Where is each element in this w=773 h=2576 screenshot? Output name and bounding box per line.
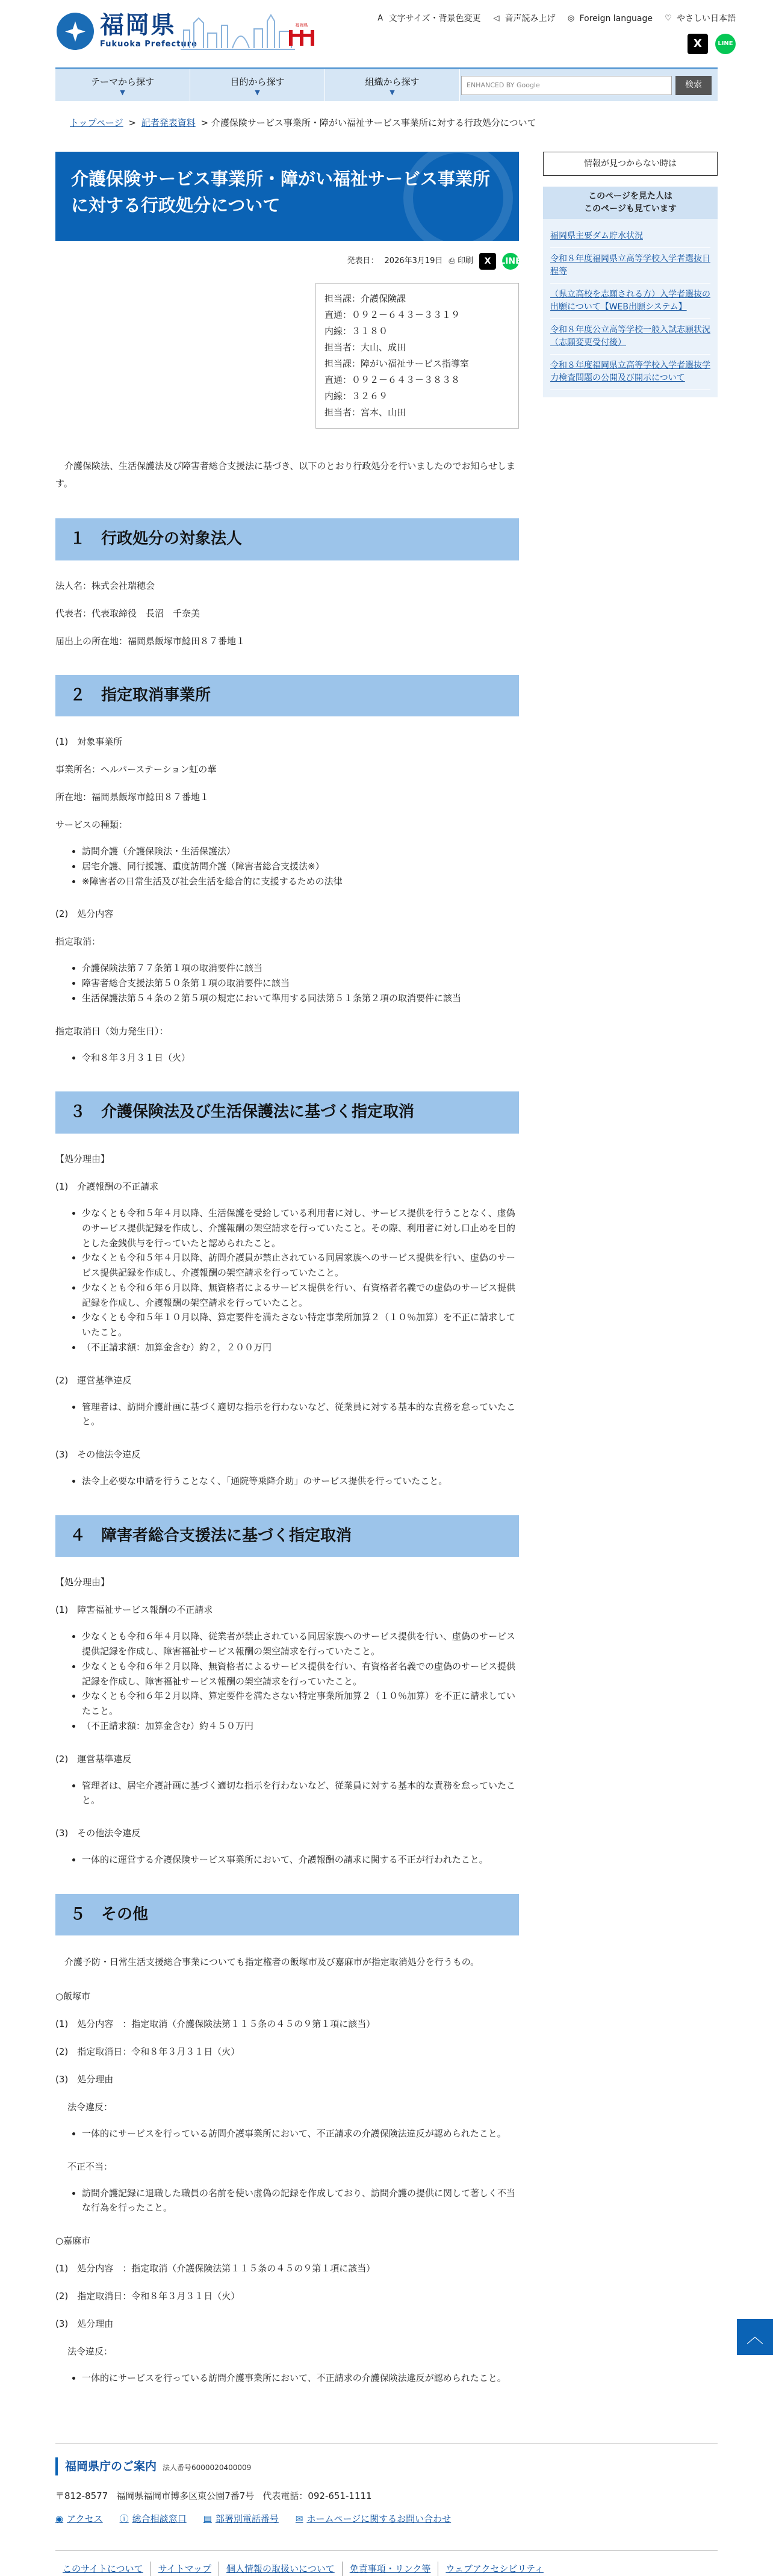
access-label: アクセス — [67, 2513, 103, 2525]
inquiry-label: ホームページに関するお問い合わせ — [306, 2513, 452, 2525]
city-detail: (2) 指定取消日：令和８年３月３１日（火） — [55, 2046, 240, 2057]
corp-address: 届出上の所在地：福岡県飯塚市鯰田８７番地１ — [55, 635, 246, 647]
subheading: (2) 処分内容 — [55, 908, 114, 920]
list-item: • 一体的にサービスを行っている訪問介護事業所において、不正請求の介護保険法違反が認められたこと。 — [82, 2371, 519, 2386]
global-nav — [55, 67, 718, 101]
section-heading: ２ 指定取消事業所 — [55, 675, 519, 717]
subheading: (1) 障害福祉サービス報酬の不正請求 — [55, 1604, 213, 1616]
footer-links — [55, 2512, 718, 2526]
easy-japanese-link[interactable] — [663, 12, 736, 25]
disclaimer-link[interactable]: 免責事項・リンク等 — [343, 2562, 439, 2576]
reason-list — [82, 1852, 519, 1867]
nav-organization-label: 組織から探す — [365, 76, 420, 87]
nav-theme-label: テーマから探す — [90, 76, 154, 87]
reason-list — [82, 1629, 519, 1733]
text-size-icon: A — [377, 14, 383, 23]
list-item: • 障害者総合支援法第５０条第１項の取消要件に該当 — [82, 976, 519, 991]
subheading: (3) その他法令違反 — [55, 1828, 141, 1839]
info-icon: ⓘ — [119, 2513, 129, 2525]
logo-name-en: Fukuoka Prefecture — [100, 40, 197, 49]
city-detail: (3) 処分理由 — [55, 2318, 114, 2330]
nav-theme[interactable] — [55, 69, 190, 101]
print-button[interactable]: ⎙ 印刷 — [449, 256, 473, 265]
main-content — [55, 152, 519, 2386]
contact-line: 担当課：障がい福祉サービス指導室 — [324, 358, 470, 369]
cancel-list — [82, 961, 519, 1005]
list-item: • （不正請求額：加算金含む）約４５０万円 — [82, 1719, 519, 1734]
consultation-link[interactable] — [120, 2512, 187, 2526]
nav-purpose-label: 目的から探す — [230, 76, 285, 87]
subheading: (1) 介護報酬の不正請求 — [55, 1181, 159, 1193]
consultation-label: 総合相談窓口 — [132, 2513, 187, 2525]
about-site-link[interactable]: このサイトについて — [55, 2562, 151, 2576]
inquiry-link[interactable] — [296, 2512, 451, 2526]
footer-bottom-links — [55, 2550, 718, 2576]
list-item: • 少なくとも令和６年２月以降、無資格者によるサービス提供を行い、有資格者名義での虚偽のサービス提供記録を作成し、障害福祉サービス報酬の架空請求を行っていたこと。 — [82, 1659, 519, 1689]
related-link[interactable]: 令和８年度公立高等学校一般入試志願状況（志願変更受付後） — [550, 325, 710, 348]
corp-representative: 代表者：代表取締役 長沼 千奈美 — [55, 607, 200, 619]
related-link[interactable]: 福岡県主要ダム貯水状況 — [550, 231, 643, 241]
skyline-illustration-icon — [181, 12, 295, 51]
list-item: • 少なくとも令和６年４月以降、従業者が禁止されている同居家族へのサービス提供を行い、虚偽のサービス提供記録を作成し、障害福祉サービス報酬の架空請求を行っていたこと。 — [82, 1629, 519, 1659]
publish-date: 2026年3月19日 — [384, 256, 443, 265]
law-list — [82, 2126, 519, 2141]
unfair-list — [82, 2186, 519, 2216]
section-heading: ３ 介護保険法及び生活保護法に基づく指定取消 — [55, 1091, 519, 1134]
city-name: ○嘉麻市 — [55, 2235, 91, 2247]
reason-list — [82, 1400, 519, 1430]
city-detail: (1) 処分内容 ：指定取消（介護保険法第１１５条の４５の９第１項に該当） — [55, 2018, 376, 2029]
list-item: • 一体的に運営する介護保険サービス事業所において、介護報酬の請求に関する不正が行われたこと。 — [82, 1852, 519, 1867]
reason-label: 【処分理由】 — [55, 1577, 110, 1588]
text-size-label: 文字サイズ・背景色変更 — [388, 14, 481, 23]
list-item: • 管理者は、居宅介護計画に基づく適切な指示を行わないなど、従業員に対する基本的な責務を怠っていたこと。 — [82, 1778, 519, 1808]
related-pages-title — [543, 187, 718, 219]
chevron-down-icon: ▼ — [120, 88, 125, 96]
corp-name: 法人名：株式会社瑞穂会 — [55, 580, 155, 591]
law-list — [82, 2371, 519, 2386]
contact-line: 内線：３２６９ — [324, 391, 388, 402]
phone-directory-link[interactable] — [203, 2512, 279, 2526]
page-meta — [55, 253, 519, 270]
mail-icon: ✉ — [295, 2513, 303, 2525]
line-share-icon[interactable]: LINE — [502, 253, 519, 270]
list-item: • 居宅介護、同行援護、重度訪問介護（障害者総合支援法※） — [82, 859, 519, 874]
globe-icon: ◎ — [567, 14, 575, 23]
chevron-down-icon: ▼ — [255, 88, 260, 96]
lead-text: 介護保険法、生活保護法及び障害者総合支援法に基づき、以下のとおり行政処分を行いましたのでお知らせします。 — [55, 461, 515, 489]
access-link[interactable] — [55, 2512, 103, 2526]
list-item: • 少なくとも令和５年４月以降、生活保護を受給している利用者に対し、サービス提供を行うことなく、虚偽のサービス提供記録を作成し、介護報酬の架空請求を行っていたこと。その際、利用者に対し口止めを目的とした金銭供与を行っていたと認められたこと。 — [82, 1206, 519, 1250]
list-item: • 少なくとも令和６年６月以降、無資格者によるサービス提供を行い、有資格者名義での虚偽のサービス提供記録を作成し、介護報酬の架空請求を行っていたこと。 — [82, 1280, 519, 1311]
list-item: • （不正請求額：加算金含む）約２，２００万円 — [82, 1340, 519, 1355]
contact-line: 直通：０９２－６４３－３３１９ — [324, 309, 461, 320]
office-name: 事業所名：ヘルパーステーション虹の華 — [55, 764, 217, 775]
not-found-button[interactable]: 情報が見つからない時は — [543, 152, 718, 176]
city-detail: (1) 処分内容 ：指定取消（介護保険法第１１５条の４５の９第１項に該当） — [55, 2263, 376, 2274]
footer-title — [55, 2457, 718, 2475]
x-icon[interactable]: X — [688, 34, 708, 54]
page-title: 介護保険サービス事業所・障がい福祉サービス事業所に対する行政処分について — [55, 152, 519, 241]
related-title-line: このページを見た人は — [588, 191, 672, 202]
x-share-icon[interactable]: X — [479, 253, 496, 270]
city-detail: (2) 指定取消日：令和８年３月３１日（火） — [55, 2291, 240, 2302]
sitemap-link[interactable]: サイトマップ — [151, 2562, 219, 2576]
service-label: サービスの種類： — [55, 819, 128, 831]
voice-label: 音声読み上げ — [504, 14, 556, 23]
cancel-label: 指定取消： — [55, 936, 101, 948]
foreign-language-link[interactable] — [567, 12, 653, 25]
reason-list — [82, 1474, 519, 1489]
service-list — [82, 844, 519, 889]
nav-organization[interactable] — [325, 69, 460, 101]
section-heading: １ 行政処分の対象法人 — [55, 518, 519, 560]
privacy-link[interactable]: 個人情報の取扱いについて — [219, 2562, 343, 2576]
subheading: (2) 運営基準違反 — [55, 1374, 132, 1386]
svg-text:福岡県: 福岡県 — [295, 23, 308, 28]
breadcrumb: トップページ > 記者発表資料 > 介護保険サービス事業所・障がい福祉サービス事業所に対する行政処分について — [70, 117, 536, 128]
address: 福岡県福岡市博多区東公園7番7号 — [116, 2491, 255, 2502]
office-address: 所在地：福岡県飯塚市鯰田８７番地１ — [55, 792, 210, 803]
phone-directory-label: 部署別電話番号 — [215, 2513, 279, 2525]
speaker-icon: ◁ — [493, 14, 500, 23]
print-label: 印刷 — [457, 256, 473, 265]
list-item: • 少なくとも令和５年１０月以降、算定要件を満たさない特定事業所加算２（１０％加算）を不正に請求していたこと。 — [82, 1310, 519, 1340]
site-logo[interactable] — [57, 12, 197, 51]
heart-icon: ♡ — [665, 14, 672, 23]
cancel-date-list — [82, 1051, 519, 1066]
contact-line: 直通：０９２－６４３－３８３８ — [324, 374, 461, 385]
easy-japanese-label: やさしい日本語 — [677, 14, 736, 23]
breadcrumb-press[interactable]: 記者発表資料 — [141, 117, 196, 128]
list-item: • 生活保護法第５４条の２第５項の規定において準用する同法第５１条第２項の取消要件に該当 — [82, 991, 519, 1006]
site-search — [460, 69, 718, 101]
site-header — [0, 0, 773, 60]
city-detail: (3) 処分理由 — [55, 2073, 114, 2085]
pin-icon: ◉ — [55, 2513, 64, 2525]
footer-name: 福岡県庁のご案内 — [65, 2459, 157, 2473]
breadcrumb-top[interactable]: トップページ — [70, 117, 123, 128]
cancel-date-label: 指定取消日（効力発生日）： — [55, 1025, 169, 1037]
subheading: (3) その他法令違反 — [55, 1449, 141, 1460]
footer-address — [55, 2489, 718, 2503]
foreign-language-label: Foreign language — [579, 14, 653, 23]
list-item: • 少なくとも令和５年４月以降、訪問介護員が禁止されている同居家族へのサービス提供を行い、虚偽のサービス提供記録を作成し、介護報酬の架空請求を行っていたこと。 — [82, 1250, 519, 1280]
contact-box — [315, 283, 519, 429]
phone: 代表電話：092-651-1111 — [262, 2491, 372, 2502]
site-footer — [55, 2444, 718, 2576]
line-icon[interactable]: LINE — [715, 34, 736, 54]
logo-name-jp: 福岡県 — [100, 11, 176, 39]
subheading: (1) 対象事業所 — [55, 736, 123, 748]
law-label: 法令違反： — [67, 2101, 113, 2112]
list-item: • 訪問介護（介護保険法・生活保護法） — [82, 844, 519, 859]
utility-links — [376, 12, 736, 25]
list-item: • 介護保険法第７７条第１項の取消要件に該当 — [82, 961, 519, 976]
sidebar — [543, 152, 718, 2386]
contact-line: 担当課：介護保険課 — [324, 293, 406, 304]
fukuoka-mark-icon — [284, 18, 319, 48]
contact-line: 担当者：宮本、山田 — [324, 407, 406, 418]
list-item: • 令和８年３月３１日（火） — [82, 1051, 519, 1066]
voice-link[interactable] — [492, 12, 556, 25]
list-item: • 一体的にサービスを行っている訪問介護事業所において、不正請求の介護保険法違反が認められたこと。 — [82, 2126, 519, 2141]
list-item: • 法令上必要な申請を行うことなく、「通院等乗降介助」のサービス提供を行っていたこと。 — [82, 1474, 519, 1489]
list-item: • 管理者は、訪問介護計画に基づく適切な指示を行わないなど、従業員に対する基本的な責務を怠っていたこと。 — [82, 1400, 519, 1430]
related-link[interactable]: 令和８年度福岡県立高等学校入学者選抜日程等 — [550, 254, 710, 277]
list-item: • 訪問介護記録に退職した職員の名前を使い虚偽の記録を作成しており、訪問介護の提供に関して著しく不当な行為を行ったこと。 — [82, 2186, 519, 2216]
list-item: • 少なくとも令和６年２月以降、算定要件を満たさない特定事業所加算２（１０％加算）を不正に請求していたこと。 — [82, 1689, 519, 1719]
contact-line: 内線：３１８０ — [324, 326, 388, 337]
chevron-up-icon: ︿ — [746, 2326, 763, 2347]
nav-purpose[interactable] — [190, 69, 325, 101]
page-top-button[interactable] — [737, 2319, 773, 2355]
section-heading: ５ その他 — [55, 1894, 519, 1936]
corporate-number: 法人番号6000020400009 — [163, 2463, 252, 2472]
accessibility-link[interactable]: ウェブアクセシビリティ — [445, 2563, 544, 2575]
related-pages-box — [543, 187, 718, 397]
breadcrumb-current: 介護保険サービス事業所・障がい福祉サービス事業所に対する行政処分について — [211, 117, 536, 128]
contact-line: 担当者：大山、成田 — [324, 342, 406, 353]
search-button[interactable]: 検索 — [675, 76, 712, 95]
reason-list — [82, 1778, 519, 1808]
unfair-label: 不正不当： — [67, 2161, 113, 2172]
city-name: ○飯塚市 — [55, 1990, 91, 2002]
book-icon: ▤ — [203, 2513, 212, 2525]
list-item: • ※障害者の日常生活及び社会生活を総合的に支援するための法律 — [82, 874, 519, 889]
reason-list — [82, 1206, 519, 1355]
related-link[interactable]: 令和８年度福岡県立高等学校入学者選抜学力検査問題の公開及び開示について — [550, 361, 710, 383]
law-label: 法令違反： — [67, 2346, 113, 2357]
subheading: (2) 運営基準違反 — [55, 1753, 132, 1764]
prefecture-emblem-icon — [57, 13, 94, 50]
text-size-link[interactable] — [376, 12, 481, 25]
chevron-down-icon: ▼ — [390, 88, 395, 96]
reason-label: 【処分理由】 — [55, 1153, 110, 1165]
postal-code: 〒812-8577 — [55, 2491, 108, 2502]
date-label: 発表日： — [347, 256, 379, 265]
related-link[interactable]: （県立高校を志願される方）入学者選抜の出願について【WEB出願システム】 — [550, 290, 710, 312]
section-heading: ４ 障害者総合支援法に基づく指定取消 — [55, 1515, 519, 1557]
search-input[interactable]: ENHANCED BY Google — [461, 76, 672, 95]
related-title-line: このページも見ています — [584, 204, 677, 214]
social-links — [688, 34, 736, 54]
other-lead: 介護予防・日常生活支援総合事業についても指定権者の飯塚市及び嘉麻市が指定取消処分を行うもの。 — [64, 1957, 480, 1968]
